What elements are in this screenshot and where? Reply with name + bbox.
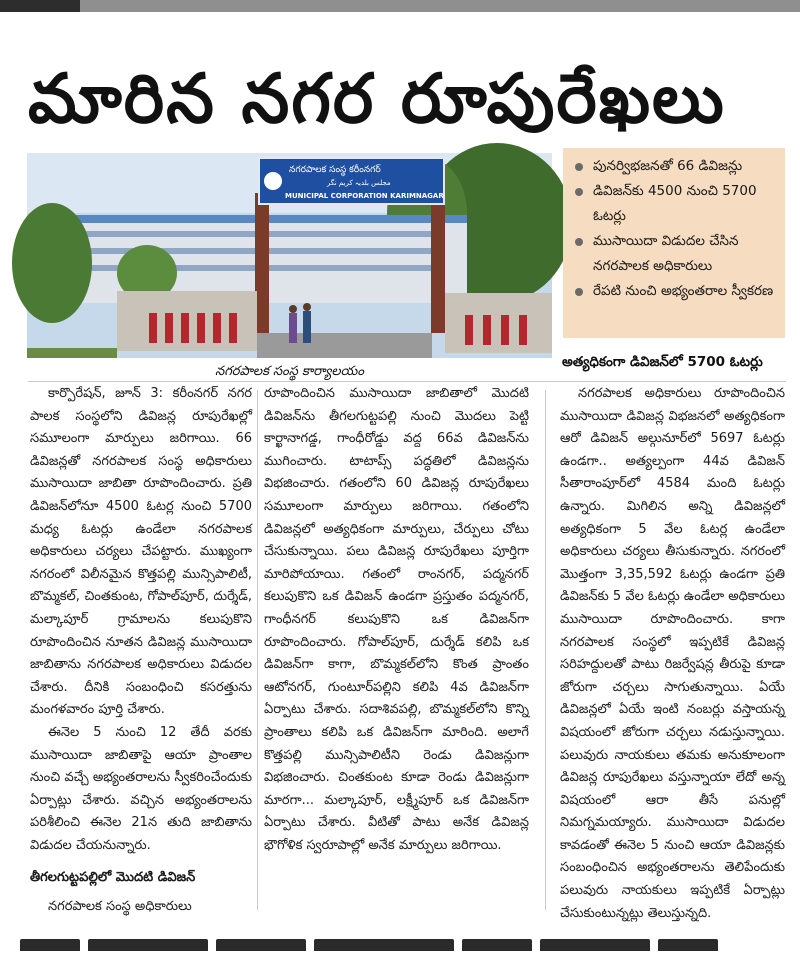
highlight-item xyxy=(571,279,777,304)
article-paragraph: ఈనెల 5 నుంచి 12 తేదీ వరకు ముసాయిదా జాబితాపై ఆయా ప్రాంతాల నుంచి వచ్చే అభ్యంతరాలను స్వీకరించేందుకు ఏర్పాట్లు చేశారు. వచ్చిన అభ్యంతరాలను పరిశీలించి ఈనెల 21న తుది జాబితాను విడుదల చేయనున్నారు. xyxy=(30,724,252,853)
article-paragraph: రూపొందించిన ముసాయిదా జాబితాలో మొదటి డివిజన్‌ను తీగలగుట్టపల్లి నుంచి మొదలు పెట్టి కార్ఖానాగడ్డ, గాంధీరోడ్డు వద్ద 66వ డివిజన్‌ను ముగించారు. టాటాప్స్ పద్ధతిలో డివిజన్లను విభజించారు. గతంలోని 60 డివిజన్ల రూపురేఖలు సమూలంగా మార్పులు జరిగాయి. గతంలోని డివిజన్లలో అత్యధికంగా మార్పులు, చేర్పులు చోటు చేసుకున్నాయి. పలు డివిజన్ల రూపురేఖలు పూర్తిగా మారిపోయాయి. గతంలో రాంనగర్, పద్మనగర్ కలుపుకొని ఒక డివిజన్ ఉండగా ప్రస్తుతం పద్మనగర్, గాంధీనగర్ కలుపుకొని ఒక డివిజన్‌గా రూపొందించారు. గోపాల్‌పూర్, దుర్శేడ్ కలిపి ఒక డివిజన్‌గా కాగా, బొమ్మకల్‌లోని కొంత ప్రాంతం ఆటోనగర్, గుంటూర్‌పల్లిని కలిపి 4వ డివిజన్‌గా ఏర్పాటు చేశారు. సదాశివపల్లి, బొమ్మకల్‌లోని కొన్ని ప్రాంతాలు కలిపి ఒక డివిజన్‌గా మారింది. అలాగే కొత్తపల్లి మున్సిపాలిటీని రెండు డివిజన్లుగా విభజించారు. చింతకుంట కూడా రెండు డివిజన్లుగా మారగా... మల్కాపూర్, లక్ష్మీపూర్ ఒక డివిజన్‌గా ఏర్పాటు చేశారు. వీటితో పాటు అనేక డివిజన్ల భౌగోళిక స్వరూపాల్లో అనేక మార్పులు జరిగాయి. xyxy=(264,386,529,853)
sign-english-text: MUNICIPAL CORPORATION KARIMNAGAR xyxy=(285,192,444,200)
article-paragraph: నగరపాలక అధికారులు రూపొందించిన ముసాయిదా డివిజన్ల విభజనలో అత్యధికంగా ఆరో డివిజన్ అల్గునూర్‌లో 5697 ఓటర్లు ఉండగా.. అత్యల్పంగా 44వ డివిజన్ సీతారాంపూర్‌లో 4584 మంది ఓటర్లు ఉన్నారు. మిగిలిన అన్ని డివిజన్లలో అత్యధికంగా 5 వేల ఓటర్ల ఉండేలా అధికారులు చర్యలు తీసుకున్నారు. నగరంలో మొత్తంగా 3,35,592 ఓటర్లు ఉండగా ప్రతి డివిజన్‌కు 5 వేల ఓటర్లు ఉండేలా అధికారులు ముసాయిదా రూపొందించారు. కాగా నగరపాలక సంస్థలో ఇప్పటికే డివిజన్ల సరిహద్దులతో పాటు రిజర్వేషన్ల తీరుపై కూడా జోరుగా చర్చలు సాగుతున్నాయి. ఏయే డివిజన్లలో ఏయే ఇంటి నంబర్లు వస్తాయన్న విషయంలో జోరుగా చర్చలు నడుస్తున్నాయి. పలువురు నాయకులు తమకు అనుకూలంగా డివిజన్ల రూపురేఖలు వస్తున్నాయా లేదో అన్న విషయంలో ఆరా తీసే పనుల్లో నిమగ్నమయ్యారు. ముసాయిదా విడుదల కావడంతో ఈనెల 5 నుంచి ఆయా డివిజన్లకు సంబంధించిన అభ్యంతరాలను తెలిపేందుకు పలువురు నాయకులు ఇప్పటికే ఏర్పాట్లు చేసుకుంటున్నట్లు తెలుస్తున్నది. xyxy=(560,386,785,921)
column-divider xyxy=(257,390,258,910)
news-photo xyxy=(27,153,552,358)
bullet-icon xyxy=(575,188,583,196)
next-headline-strip xyxy=(20,936,790,948)
top-header-block xyxy=(0,0,80,12)
bullet-icon xyxy=(575,163,583,171)
column-divider xyxy=(545,390,546,910)
sign-telugu-text: నగరపాలక సంస్థ కరీంనగర్ xyxy=(289,165,381,175)
article-column-1 xyxy=(30,383,252,915)
highlight-item xyxy=(571,179,777,229)
article-column-3 xyxy=(560,383,785,921)
article-column-2 xyxy=(264,383,529,898)
highlight-text: డివిజన్‌కు 4500 నుంచి 5700 ఓటర్లు xyxy=(593,183,757,224)
municipal-office-photo xyxy=(27,153,552,358)
highlight-text: ముసాయిదా విడుదల చేసిన నగరపాలక అధికారులు xyxy=(593,233,739,274)
article-paragraph: కార్పొరేషన్, జూన్ 3: కరీంనగర్ నగర పాలక సంస్థలోని డివిజన్ల రూపురేఖల్లో సమూలంగా మార్పులు జరిగాయి. 66 డివిజన్లతో నగరపాలక సంస్థ అధికారులు ముసాయిదా జాబితా రూపొందించారు. ప్రతి డివిజన్‌లోనూ 4500 ఓటర్ల నుంచి 5700 మధ్య ఓటర్లు ఉండేలా నగరపాలక అధికారులు చర్యలు చేపట్టారు. ముఖ్యంగా నగరంలో విలీనమైన కొత్తపల్లి మున్సిపాలిటీ, బొమ్మకల్, చింతకుంట, గోపాల్‌పూర్, దుర్శేడ్, మల్కాపూర్ గ్రామాలను కలుపుకొని రూపొందించిన నూతన డివిజన్ల ముసాయిదా జాబితాను నగరపాలక అధికారులు విడుదల చేశారు. దీనికి సంబంధించి కసరత్తును మంగళవారం పూర్తి చేశారు. xyxy=(30,386,252,718)
column-subheading: అత్యధికంగా డివిజన్‌లో 5700 ఓటర్లు xyxy=(562,354,763,370)
bullet-icon xyxy=(575,238,583,246)
headline: మారిన నగర రూపురేఖలు xyxy=(28,60,726,139)
article-subheading: తీగలగుట్టపల్లిలో మొదటి డివిజన్ xyxy=(30,870,196,886)
highlight-text: రేపటి నుంచి అభ్యంతరాల స్వీకరణ xyxy=(593,283,774,299)
highlight-item xyxy=(571,229,777,279)
sign-urdu-text: مجلس بلدیہ کریم نگر xyxy=(327,179,391,187)
highlight-item xyxy=(571,154,777,179)
top-header-bar xyxy=(0,0,800,12)
photo-caption: నగరపాలక సంస్థ కార్యాలయం xyxy=(215,364,364,379)
highlights-box xyxy=(563,148,785,338)
bullet-icon xyxy=(575,288,583,296)
highlight-text: పునర్విభజనతో 66 డివిజన్లు xyxy=(593,158,743,174)
article-paragraph: నగరపాలక సంస్థ అధికారులు xyxy=(48,899,192,915)
divider xyxy=(28,381,786,382)
